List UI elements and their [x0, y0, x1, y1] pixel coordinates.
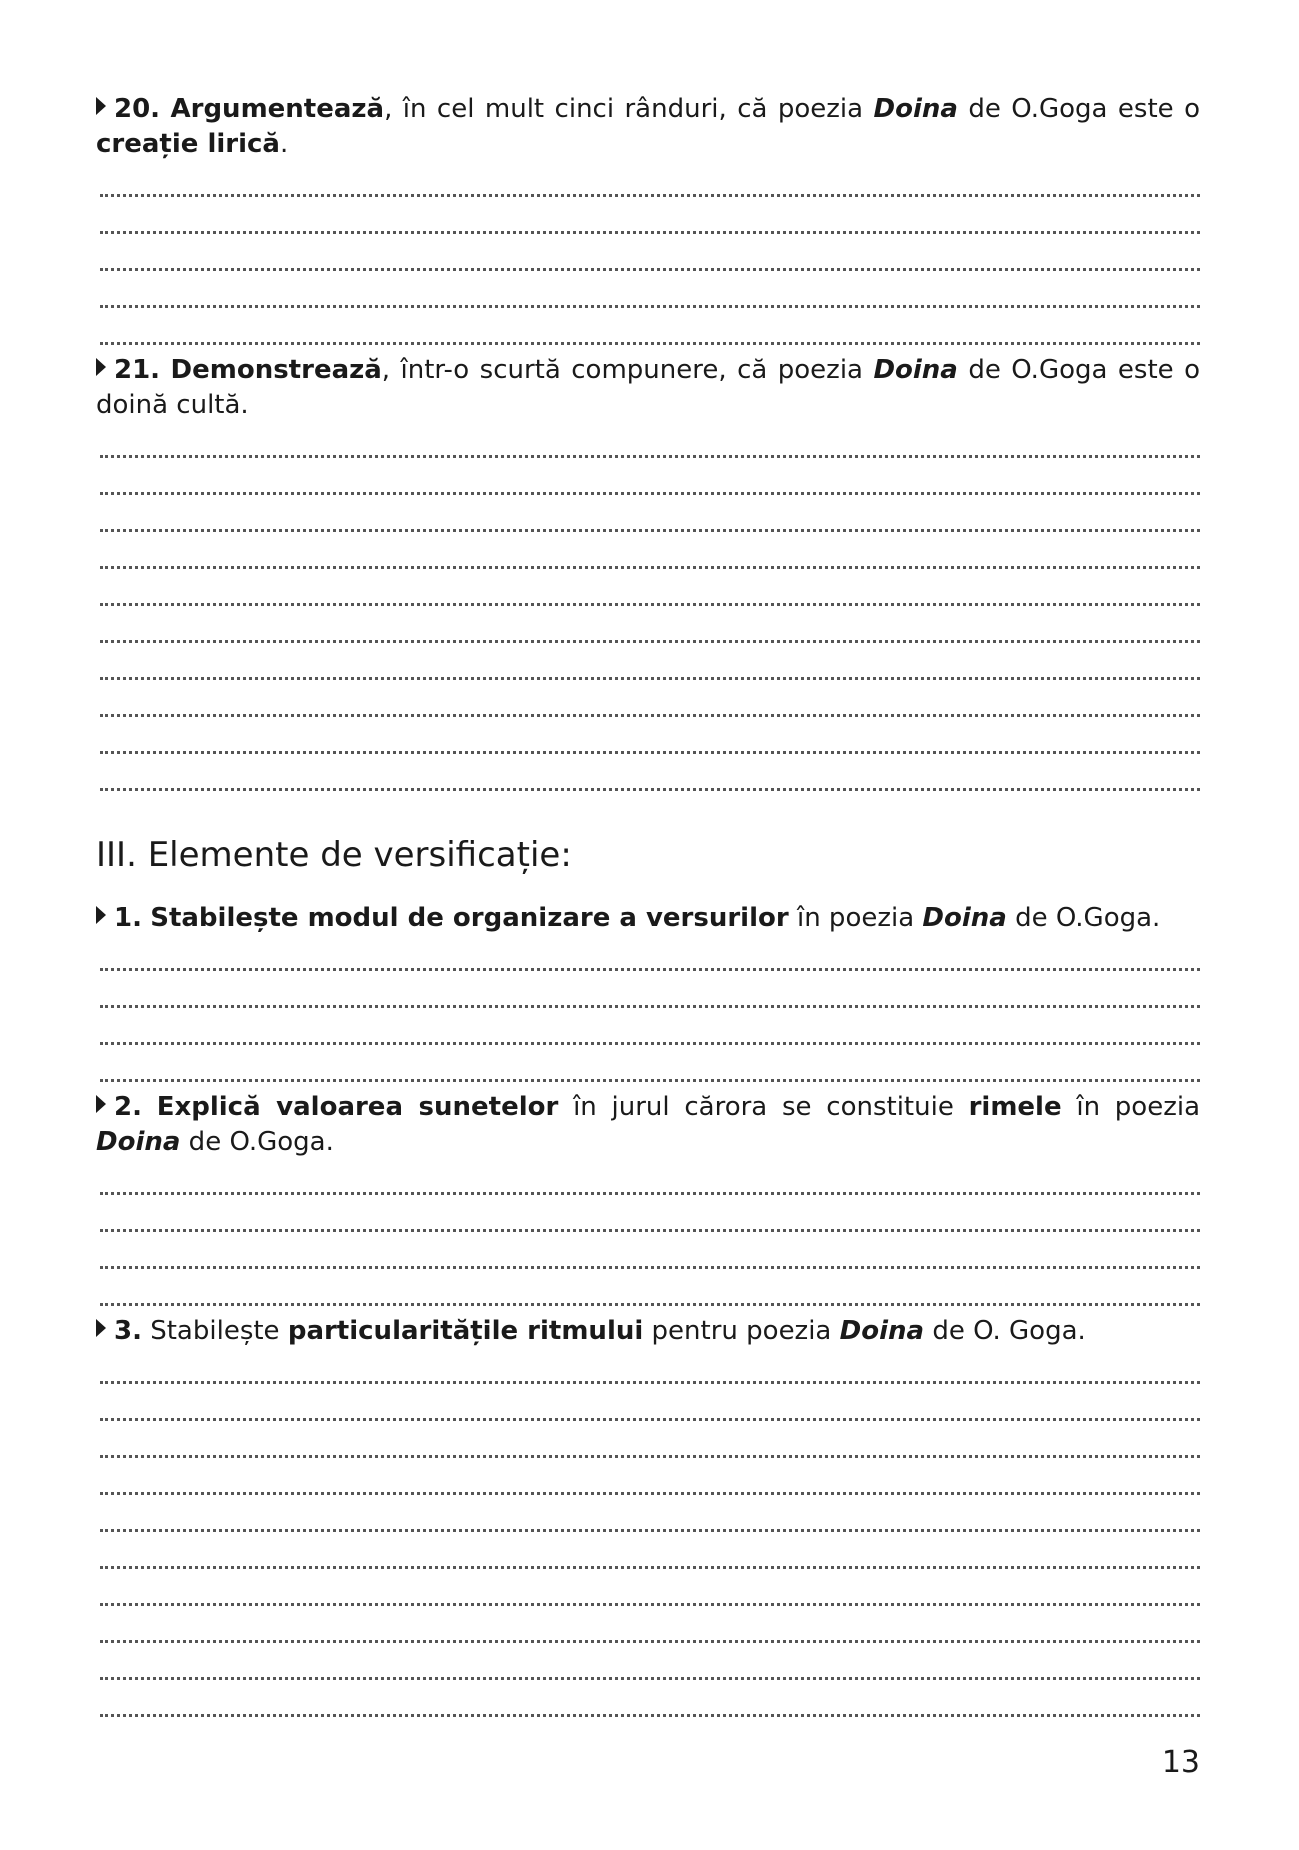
- dotted-answer-line[interactable]: [96, 1649, 1200, 1686]
- task-bold-text: particularitățile ritmului: [287, 1316, 644, 1346]
- dotted-answer-line[interactable]: [96, 977, 1200, 1014]
- page-number: 13: [1161, 1745, 1200, 1780]
- task-text: de O.Goga este o: [957, 94, 1200, 124]
- dotted-answer-line[interactable]: [96, 1238, 1200, 1275]
- task-text: în jurul cărora se constituie: [558, 1092, 969, 1122]
- section-task-2: [96, 1090, 1200, 1160]
- dotted-answer-line[interactable]: [96, 1538, 1200, 1575]
- dotted-answer-line[interactable]: [96, 427, 1200, 464]
- poem-title: Doina: [873, 355, 958, 385]
- task-verb: Demonstrează: [170, 355, 382, 385]
- task-20: [96, 92, 1200, 162]
- dotted-answer-line[interactable]: [96, 538, 1200, 575]
- task-text: în poezia: [788, 903, 923, 933]
- task-emphasis: creație lirică: [96, 129, 280, 159]
- bullet-arrow-icon: [96, 1095, 106, 1113]
- bullet-arrow-icon: [96, 1319, 106, 1337]
- bullet-arrow-icon: [96, 358, 106, 376]
- task-number: 1.: [114, 903, 142, 933]
- dotted-answer-line[interactable]: [96, 1014, 1200, 1051]
- task-number: 2.: [114, 1092, 142, 1122]
- dotted-answer-line[interactable]: [96, 1464, 1200, 1501]
- dotted-answer-line[interactable]: [96, 1427, 1200, 1464]
- dotted-answer-line[interactable]: [96, 277, 1200, 314]
- task-21: [96, 353, 1200, 423]
- task-verb: Argumentează: [170, 94, 385, 124]
- dotted-answer-line[interactable]: [96, 240, 1200, 277]
- dotted-answer-line[interactable]: [96, 1686, 1200, 1723]
- task-text: .: [279, 129, 289, 159]
- dotted-answer-line[interactable]: [96, 203, 1200, 240]
- dotted-answer-line[interactable]: [96, 1612, 1200, 1649]
- dotted-answer-line[interactable]: [96, 1575, 1200, 1612]
- poem-title: Doina: [922, 903, 1007, 933]
- answer-lines[interactable]: [96, 1164, 1200, 1312]
- task-bold-text: Stabilește modul de organizare a versurilor: [150, 903, 789, 933]
- answer-lines[interactable]: [96, 427, 1200, 797]
- dotted-answer-line[interactable]: [96, 575, 1200, 612]
- dotted-answer-line[interactable]: [96, 1201, 1200, 1238]
- dotted-answer-line[interactable]: [96, 1051, 1200, 1088]
- task-text: de O.Goga este o doină cultă.: [96, 355, 1200, 420]
- dotted-answer-line[interactable]: [96, 686, 1200, 723]
- task-text: în poezia: [1061, 1092, 1201, 1122]
- poem-title: Doina: [96, 1127, 181, 1157]
- answer-lines[interactable]: [96, 1353, 1200, 1723]
- poem-title: Doina: [873, 94, 958, 124]
- task-bold-text: rimele: [968, 1092, 1062, 1122]
- dotted-answer-line[interactable]: [96, 1353, 1200, 1390]
- dotted-answer-line[interactable]: [96, 501, 1200, 538]
- bullet-arrow-icon: [96, 97, 106, 115]
- task-text: Stabilește: [150, 1316, 288, 1346]
- task-text: , într-o scurtă compunere, că poezia: [381, 355, 874, 385]
- dotted-answer-line[interactable]: [96, 1275, 1200, 1312]
- task-number: 3.: [114, 1316, 142, 1346]
- dotted-answer-line[interactable]: [96, 612, 1200, 649]
- section-title: III. Elemente de versificație:: [96, 835, 572, 875]
- dotted-answer-line[interactable]: [96, 760, 1200, 797]
- dotted-answer-line[interactable]: [96, 723, 1200, 760]
- task-text: de O.Goga.: [1006, 903, 1161, 933]
- dotted-answer-line[interactable]: [96, 1390, 1200, 1427]
- task-text: , în cel mult cinci rânduri, că poezia: [384, 94, 874, 124]
- section-task-3: [96, 1314, 1200, 1349]
- dotted-answer-line[interactable]: [96, 1164, 1200, 1201]
- dotted-answer-line[interactable]: [96, 314, 1200, 351]
- dotted-answer-line[interactable]: [96, 1501, 1200, 1538]
- dotted-answer-line[interactable]: [96, 649, 1200, 686]
- answer-lines[interactable]: [96, 166, 1200, 351]
- bullet-arrow-icon: [96, 906, 106, 924]
- task-bold-text: Explică valoarea sunetelor: [156, 1092, 559, 1122]
- task-number: 20.: [114, 94, 161, 124]
- task-number: 21.: [114, 355, 161, 385]
- dotted-answer-line[interactable]: [96, 940, 1200, 977]
- section-task-1: [96, 901, 1200, 936]
- answer-lines[interactable]: [96, 940, 1200, 1088]
- task-text: pentru poezia: [643, 1316, 840, 1346]
- poem-title: Doina: [839, 1316, 925, 1346]
- dotted-answer-line[interactable]: [96, 464, 1200, 501]
- worksheet-page: [96, 92, 1200, 1723]
- task-text: de O.Goga.: [180, 1127, 334, 1157]
- dotted-answer-line[interactable]: [96, 166, 1200, 203]
- task-text: de O. Goga.: [924, 1316, 1086, 1346]
